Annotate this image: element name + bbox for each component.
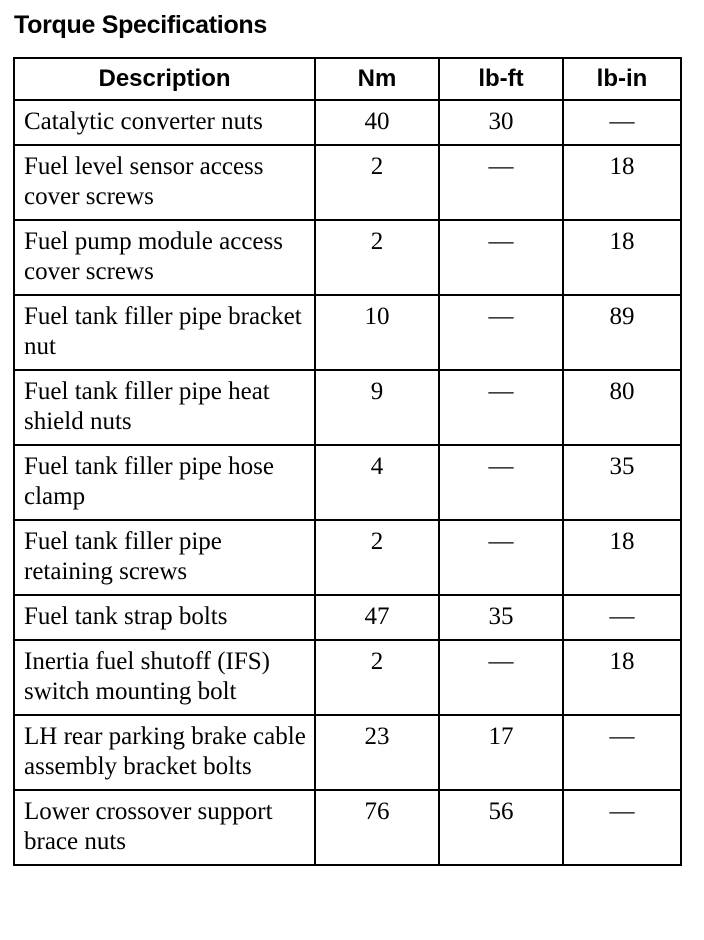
description-cell: Fuel pump module access cover screws (14, 220, 315, 295)
table-row (14, 595, 681, 640)
lb-in-cell: — (563, 715, 681, 790)
column-header-description: Description (14, 58, 315, 100)
column-header-nm: Nm (315, 58, 439, 100)
description-cell: LH rear parking brake cable assembly bracket bolts (14, 715, 315, 790)
lb-ft-cell: 17 (439, 715, 563, 790)
nm-cell: 76 (315, 790, 439, 865)
description-cell: Fuel tank strap bolts (14, 595, 315, 640)
lb-ft-cell: — (439, 220, 563, 295)
nm-cell: 2 (315, 145, 439, 220)
lb-ft-cell: — (439, 520, 563, 595)
column-header-lb-ft: lb-ft (439, 58, 563, 100)
description-cell: Inertia fuel shutoff (IFS) switch mounting bolt (14, 640, 315, 715)
description-cell: Fuel tank filler pipe heat shield nuts (14, 370, 315, 445)
lb-in-cell: 18 (563, 520, 681, 595)
header-row (14, 58, 681, 100)
lb-in-cell: — (563, 595, 681, 640)
description-cell: Lower crossover support brace nuts (14, 790, 315, 865)
table-row (14, 145, 681, 220)
nm-cell: 2 (315, 220, 439, 295)
nm-cell: 4 (315, 445, 439, 520)
nm-cell: 2 (315, 640, 439, 715)
table-row (14, 520, 681, 595)
table-row (14, 295, 681, 370)
lb-in-cell: 18 (563, 220, 681, 295)
page-title: Torque Specifications (14, 11, 268, 39)
nm-cell: 9 (315, 370, 439, 445)
nm-cell: 40 (315, 100, 439, 145)
lb-in-cell: 18 (563, 145, 681, 220)
lb-ft-cell: — (439, 295, 563, 370)
description-cell: Fuel tank filler pipe retaining screws (14, 520, 315, 595)
nm-cell: 23 (315, 715, 439, 790)
table-row (14, 715, 681, 790)
description-cell: Fuel level sensor access cover screws (14, 145, 315, 220)
table-row (14, 640, 681, 715)
nm-cell: 47 (315, 595, 439, 640)
table-row (14, 370, 681, 445)
description-cell: Fuel tank filler pipe bracket nut (14, 295, 315, 370)
lb-ft-cell: — (439, 370, 563, 445)
lb-in-cell: — (563, 100, 681, 145)
lb-in-cell: 89 (563, 295, 681, 370)
lb-ft-cell: — (439, 445, 563, 520)
description-cell: Catalytic converter nuts (14, 100, 315, 145)
lb-ft-cell: — (439, 640, 563, 715)
lb-ft-cell: 30 (439, 100, 563, 145)
table-row (14, 790, 681, 865)
table-row (14, 220, 681, 295)
table-row (14, 100, 681, 145)
lb-in-cell: 18 (563, 640, 681, 715)
lb-in-cell: 35 (563, 445, 681, 520)
nm-cell: 2 (315, 520, 439, 595)
nm-cell: 10 (315, 295, 439, 370)
lb-ft-cell: 56 (439, 790, 563, 865)
torque-spec-table (13, 57, 682, 866)
lb-in-cell: — (563, 790, 681, 865)
table-row (14, 445, 681, 520)
lb-ft-cell: — (439, 145, 563, 220)
description-cell: Fuel tank filler pipe hose clamp (14, 445, 315, 520)
lb-ft-cell: 35 (439, 595, 563, 640)
column-header-lb-in: lb-in (563, 58, 681, 100)
lb-in-cell: 80 (563, 370, 681, 445)
